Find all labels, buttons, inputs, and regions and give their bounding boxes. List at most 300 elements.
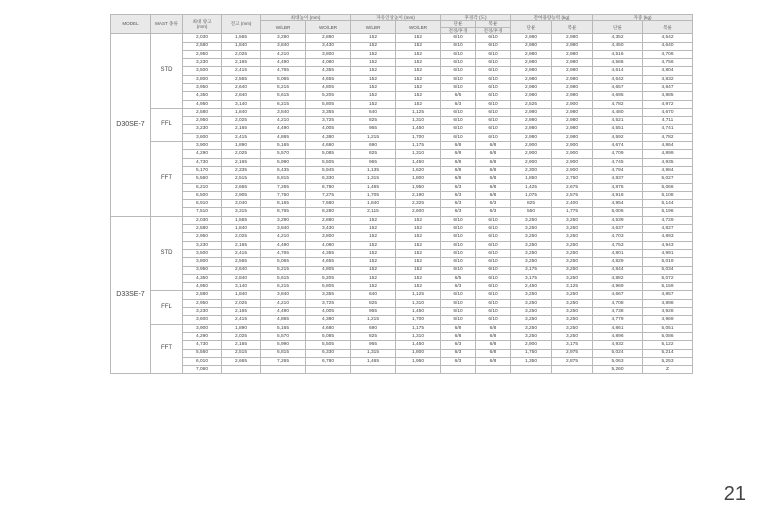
table-cell: 4,928 — [643, 308, 693, 316]
table-cell: 4,950 — [183, 100, 222, 108]
table-cell: 2,980 — [511, 117, 552, 125]
table-cell: 3,250 — [511, 216, 552, 224]
table-cell: 2,900 — [552, 150, 593, 158]
table-cell: 3,175 — [552, 341, 593, 349]
table-cell: 152 — [351, 75, 396, 83]
table-cell: 6/8 — [441, 324, 476, 332]
table-cell — [511, 366, 552, 374]
table-cell: 4,837 — [593, 175, 643, 183]
col-lift-height — [183, 15, 222, 34]
table-cell: 5,051 — [643, 324, 693, 332]
table-cell: 4,210 — [261, 117, 306, 125]
table-cell: 2,665 — [222, 183, 261, 191]
table-cell: 2,400 — [552, 200, 593, 208]
table-row — [111, 274, 693, 282]
table-cell: 1,800 — [396, 349, 441, 357]
table-cell — [441, 366, 476, 374]
table-cell: 3,250 — [511, 316, 552, 324]
table-cell: 6/10 — [441, 67, 476, 75]
table-cell: 5,196 — [643, 208, 693, 216]
table-cell: 4,782 — [593, 100, 643, 108]
table-cell: 3,250 — [511, 299, 552, 307]
table-cell: 1,465 — [351, 357, 396, 365]
table-cell — [552, 366, 593, 374]
table-cell: 1,125 — [396, 108, 441, 116]
table-cell: 3,175 — [511, 274, 552, 282]
table-cell: 6/3 — [476, 208, 511, 216]
table-cell: 2,580 — [183, 108, 222, 116]
table-cell: 2,115 — [351, 208, 396, 216]
table-row — [111, 283, 693, 291]
table-cell: 4,516 — [593, 50, 643, 58]
mast-type: FFT — [151, 324, 183, 374]
table-cell: 4,290 — [183, 332, 222, 340]
table-cell: 3,250 — [552, 332, 593, 340]
table-cell: 2,165 — [222, 125, 261, 133]
table-cell: 5,019 — [643, 258, 693, 266]
col-group-freelift: 자유인상높이 (mm) — [351, 15, 441, 21]
table-cell: 4,703 — [593, 233, 643, 241]
table-cell: 152 — [351, 258, 396, 266]
table-cell: 4,741 — [643, 125, 693, 133]
table-cell: 2,580 — [183, 291, 222, 299]
table-cell: 2,950 — [183, 299, 222, 307]
table-cell: 6/8 — [476, 142, 511, 150]
table-cell: 5,085 — [306, 332, 351, 340]
table-cell: 6,215 — [261, 100, 306, 108]
table-cell: 3,725 — [306, 299, 351, 307]
table-cell: 825 — [351, 150, 396, 158]
table-cell: 4,857 — [643, 291, 693, 299]
table-row — [111, 200, 693, 208]
table-cell: 6/8 — [476, 175, 511, 183]
table-cell: 152 — [396, 50, 441, 58]
table-cell: 1,175 — [396, 142, 441, 150]
table-cell: 4,954 — [593, 200, 643, 208]
table-cell: 5,215 — [261, 266, 306, 274]
table-cell: 152 — [396, 258, 441, 266]
col-group-tilt: 후경각 (도) — [441, 15, 511, 21]
table-cell: 3,230 — [183, 59, 222, 67]
table-row — [111, 92, 693, 100]
mast-type: FFT — [151, 142, 183, 217]
col-cap-dual: 복륜 — [552, 21, 593, 34]
table-cell: 1,450 — [396, 341, 441, 349]
table-row — [111, 258, 693, 266]
table-cell: 6/10 — [476, 84, 511, 92]
table-cell: 5,027 — [643, 175, 693, 183]
table-cell: 4,709 — [593, 150, 643, 158]
table-cell: 1,215 — [351, 133, 396, 141]
table-cell: 4,490 — [261, 241, 306, 249]
table-cell: 5,024 — [593, 349, 643, 357]
table-row — [111, 299, 693, 307]
table-cell: 7,510 — [183, 208, 222, 216]
table-cell: 5,144 — [643, 200, 693, 208]
table-cell: 1,450 — [396, 308, 441, 316]
table-cell: 6/3 — [441, 349, 476, 357]
table-cell: 1,310 — [396, 332, 441, 340]
table-cell: 550 — [511, 208, 552, 216]
table-cell: 4,844 — [593, 266, 643, 274]
table-cell: 6/10 — [441, 59, 476, 67]
table-cell: 6/10 — [441, 125, 476, 133]
table-cell: 4,950 — [183, 283, 222, 291]
table-cell: 2,980 — [552, 108, 593, 116]
table-cell: 5,570 — [261, 150, 306, 158]
table-cell: 152 — [396, 274, 441, 282]
table-cell: 3,250 — [552, 241, 593, 249]
table-cell: 3,250 — [552, 225, 593, 233]
spec-table-body — [111, 34, 693, 374]
table-cell: 3,140 — [222, 283, 261, 291]
table-cell: 152 — [396, 84, 441, 92]
table-row — [111, 324, 693, 332]
table-cell: 7,265 — [261, 183, 306, 191]
table-cell: 1,775 — [552, 208, 593, 216]
table-cell: 3,140 — [222, 100, 261, 108]
table-cell: 6,500 — [183, 191, 222, 199]
table-cell: 6/3 — [441, 283, 476, 291]
table-cell: 6/10 — [441, 233, 476, 241]
table-cell: 4,521 — [593, 117, 643, 125]
table-cell: 4,882 — [593, 274, 643, 282]
table-cell: 6/3 — [441, 208, 476, 216]
table-cell: 2,415 — [222, 67, 261, 75]
table-cell: 4,592 — [593, 133, 643, 141]
table-cell: 5,165 — [261, 142, 306, 150]
table-cell: 2,900 — [511, 142, 552, 150]
table-cell: 1,215 — [351, 316, 396, 324]
table-cell: 4,730 — [183, 158, 222, 166]
table-row — [111, 59, 693, 67]
table-cell: 2,335 — [222, 166, 261, 174]
table-cell: 152 — [396, 249, 441, 257]
table-cell: 2,675 — [552, 183, 593, 191]
table-cell: 3,430 — [306, 42, 351, 50]
table-cell: 4,655 — [306, 75, 351, 83]
mast-type: STD — [151, 216, 183, 291]
table-cell: 2,905 — [222, 191, 261, 199]
table-cell: Z — [643, 366, 693, 374]
table-cell: 1,565 — [222, 216, 261, 224]
table-cell: 4,893 — [643, 233, 693, 241]
table-cell: 2,980 — [511, 34, 552, 42]
table-cell: 6/10 — [441, 241, 476, 249]
table-cell: 6/8 — [476, 324, 511, 332]
table-cell: 6/8 — [476, 191, 511, 199]
table-cell: 6/10 — [441, 225, 476, 233]
table-row — [111, 34, 693, 42]
table-cell: 4,355 — [306, 249, 351, 257]
table-cell: 152 — [396, 233, 441, 241]
table-cell: 152 — [351, 59, 396, 67]
table-cell: 152 — [396, 216, 441, 224]
table-cell: 2,165 — [222, 341, 261, 349]
table-cell: 2,980 — [511, 50, 552, 58]
table-cell: 6,815 — [261, 175, 306, 183]
table-cell: 2,900 — [511, 150, 552, 158]
table-row — [111, 108, 693, 116]
table-cell — [222, 366, 261, 374]
table-cell: 965 — [351, 158, 396, 166]
table-cell: 3,250 — [511, 291, 552, 299]
table-cell: 2,980 — [511, 59, 552, 67]
table-cell: 5,805 — [306, 100, 351, 108]
table-cell: 6/8 — [441, 332, 476, 340]
table-row — [111, 308, 693, 316]
table-cell: 2,980 — [552, 34, 593, 42]
table-cell: 5,006 — [593, 208, 643, 216]
table-cell: 4,674 — [593, 142, 643, 150]
table-cell: 2,525 — [511, 100, 552, 108]
table-cell: 5,505 — [306, 158, 351, 166]
table-cell: 5,805 — [306, 283, 351, 291]
col-group-capacity: 잔여용량능력 (kg) — [511, 15, 593, 21]
table-cell: 3,250 — [552, 291, 593, 299]
table-cell: 1,750 — [511, 349, 552, 357]
table-cell: 4,972 — [643, 100, 693, 108]
table-cell: 3,500 — [183, 67, 222, 75]
table-cell: 4,566 — [593, 59, 643, 67]
col-height: 전고 (mm) — [222, 15, 261, 34]
table-cell: 1,950 — [396, 183, 441, 191]
table-cell: 4,865 — [261, 133, 306, 141]
table-cell: 1,700 — [396, 133, 441, 141]
col-group-extended: 최대높이 (mm) — [261, 15, 351, 21]
table-cell: 4,765 — [261, 67, 306, 75]
table-cell: 4,738 — [593, 308, 643, 316]
table-cell: 5,034 — [643, 266, 693, 274]
table-cell: 4,490 — [261, 308, 306, 316]
table-cell: 5,170 — [183, 166, 222, 174]
table-cell: 6/5 — [441, 274, 476, 282]
table-cell: 6/10 — [476, 75, 511, 83]
table-row — [111, 249, 693, 257]
table-cell: 4,542 — [643, 34, 693, 42]
table-cell: 152 — [351, 216, 396, 224]
table-cell: 6/10 — [476, 233, 511, 241]
table-cell: 152 — [351, 100, 396, 108]
table-cell: 4,695 — [593, 92, 643, 100]
table-cell: 3,040 — [222, 200, 261, 208]
table-cell: 4,765 — [261, 249, 306, 257]
table-cell: 3,500 — [183, 249, 222, 257]
table-cell: 6/8 — [441, 150, 476, 158]
table-cell: 7,680 — [306, 200, 351, 208]
table-cell: 3,800 — [183, 75, 222, 83]
table-cell: 4,680 — [306, 142, 351, 150]
table-cell: 3,840 — [261, 225, 306, 233]
table-cell: 4,490 — [261, 59, 306, 67]
table-cell: 4,861 — [593, 324, 643, 332]
table-cell: 152 — [396, 266, 441, 274]
table-cell: 3,355 — [306, 291, 351, 299]
table-cell: 6/10 — [476, 283, 511, 291]
table-cell: 4,969 — [643, 316, 693, 324]
col-lift-height-line2: (mm) — [196, 24, 208, 30]
table-cell: 6/10 — [441, 266, 476, 274]
table-cell: 2,980 — [552, 133, 593, 141]
table-cell: 2,980 — [552, 50, 593, 58]
table-cell: 5,560 — [183, 349, 222, 357]
table-cell: 6/10 — [476, 67, 511, 75]
table-cell: 2,840 — [222, 92, 261, 100]
col-tilt-dual-sub: 전경/후경 — [476, 27, 511, 33]
table-cell: 4,657 — [593, 84, 643, 92]
table-row — [111, 366, 693, 374]
table-row — [111, 357, 693, 365]
table-cell: 2,580 — [183, 42, 222, 50]
table-cell: 3,290 — [261, 216, 306, 224]
table-cell: 4,551 — [593, 125, 643, 133]
table-cell: 6/3 — [441, 183, 476, 191]
table-cell: 3,250 — [552, 266, 593, 274]
table-cell: 965 — [351, 308, 396, 316]
table-cell: 2,030 — [183, 34, 222, 42]
table-cell: 3,230 — [183, 125, 222, 133]
table-cell: 2,580 — [183, 225, 222, 233]
table-row — [111, 183, 693, 191]
table-cell: 4,005 — [306, 308, 351, 316]
table-cell: 2,415 — [222, 133, 261, 141]
table-cell: 152 — [351, 283, 396, 291]
table-row — [111, 67, 693, 75]
table-cell — [261, 366, 306, 374]
table-cell: 152 — [351, 233, 396, 241]
table-cell: 4,210 — [261, 50, 306, 58]
col-group-weight: 자중 (kg) — [593, 15, 693, 21]
table-row — [111, 332, 693, 340]
table-cell: 3,800 — [306, 50, 351, 58]
col-model: MODEL — [111, 15, 151, 34]
table-cell: 7,060 — [183, 366, 222, 374]
table-cell: 6,910 — [183, 200, 222, 208]
table-cell: 6/10 — [476, 299, 511, 307]
table-cell: 152 — [351, 249, 396, 257]
table-cell: 6/10 — [476, 50, 511, 58]
model-name: D33SE-7 — [111, 216, 151, 374]
table-cell: 6/10 — [441, 133, 476, 141]
table-cell: 690 — [351, 142, 396, 150]
table-row — [111, 50, 693, 58]
table-cell: 4,899 — [643, 150, 693, 158]
table-cell: 6,780 — [306, 357, 351, 365]
table-cell: 6/3 — [441, 191, 476, 199]
table-cell: 5,205 — [306, 274, 351, 282]
table-cell: 7,265 — [261, 357, 306, 365]
table-cell: 4,352 — [593, 34, 643, 42]
table-cell: 3,315 — [222, 208, 261, 216]
table-row — [111, 84, 693, 92]
table-cell: 4,667 — [593, 291, 643, 299]
table-cell: 6/10 — [441, 316, 476, 324]
table-cell: 2,565 — [222, 258, 261, 266]
table-cell: 4,729 — [643, 216, 693, 224]
table-cell: 6,330 — [306, 349, 351, 357]
table-cell: 2,900 — [552, 100, 593, 108]
table-cell: 6/10 — [441, 308, 476, 316]
table-cell: 1,620 — [396, 166, 441, 174]
table-cell: 1,315 — [351, 349, 396, 357]
table-row — [111, 241, 693, 249]
table-cell: 4,640 — [643, 42, 693, 50]
table-row — [111, 42, 693, 50]
table-cell: 6/10 — [476, 291, 511, 299]
table-cell: 1,890 — [222, 142, 261, 150]
table-cell: 3,250 — [511, 308, 552, 316]
table-cell: 1,315 — [351, 175, 396, 183]
table-cell: 825 — [511, 200, 552, 208]
table-cell: 2,980 — [552, 59, 593, 67]
table-cell: 1,425 — [511, 183, 552, 191]
table-cell: 1,950 — [396, 357, 441, 365]
table-cell: 6/10 — [476, 241, 511, 249]
table-row — [111, 316, 693, 324]
table-cell: 6/10 — [476, 266, 511, 274]
table-cell: 4,794 — [593, 166, 643, 174]
table-cell: 5,560 — [183, 175, 222, 183]
page-number: 21 — [723, 483, 746, 505]
table-cell: 6/5 — [441, 92, 476, 100]
table-cell: 3,250 — [552, 324, 593, 332]
table-cell: 5,063 — [593, 357, 643, 365]
table-cell: 2,325 — [396, 200, 441, 208]
table-cell: 6/8 — [476, 183, 511, 191]
table-cell: 1,800 — [396, 175, 441, 183]
table-cell: 7,275 — [306, 191, 351, 199]
table-cell: 6/10 — [476, 117, 511, 125]
table-cell: 6/3 — [476, 200, 511, 208]
table-cell: 4,480 — [593, 108, 643, 116]
table-cell: 6/10 — [476, 316, 511, 324]
table-cell: 2,025 — [222, 233, 261, 241]
table-cell: 2,515 — [222, 175, 261, 183]
table-row — [111, 266, 693, 274]
table-cell: 965 — [351, 125, 396, 133]
table-cell: 4,918 — [593, 191, 643, 199]
table-cell: 6/10 — [441, 291, 476, 299]
table-cell: 965 — [351, 341, 396, 349]
table-cell: 1,125 — [396, 291, 441, 299]
table-cell: 6/8 — [441, 166, 476, 174]
table-cell: 8,165 — [261, 200, 306, 208]
table-cell: 3,250 — [511, 332, 552, 340]
table-cell: 5,615 — [261, 274, 306, 282]
table-cell — [396, 366, 441, 374]
table-cell: 4,779 — [593, 316, 643, 324]
table-cell: 6/8 — [476, 166, 511, 174]
table-row — [111, 225, 693, 233]
table-cell: 4,969 — [593, 283, 643, 291]
table-cell: 2,880 — [306, 34, 351, 42]
table-cell: 1,840 — [351, 200, 396, 208]
table-cell: 6/10 — [441, 50, 476, 58]
table-cell: 3,900 — [183, 142, 222, 150]
table-cell: 152 — [396, 92, 441, 100]
table-cell: 2,900 — [552, 158, 593, 166]
table-cell: 5,253 — [643, 357, 693, 365]
table-cell: 3,250 — [511, 241, 552, 249]
table-row — [111, 175, 693, 183]
table-cell: 1,700 — [396, 316, 441, 324]
table-cell: 2,980 — [511, 108, 552, 116]
col-wt-dual: 복륜 — [643, 21, 693, 34]
table-cell: 4,005 — [306, 125, 351, 133]
mast-type: FFL — [151, 108, 183, 141]
table-cell: 152 — [396, 241, 441, 249]
table-cell — [306, 366, 351, 374]
